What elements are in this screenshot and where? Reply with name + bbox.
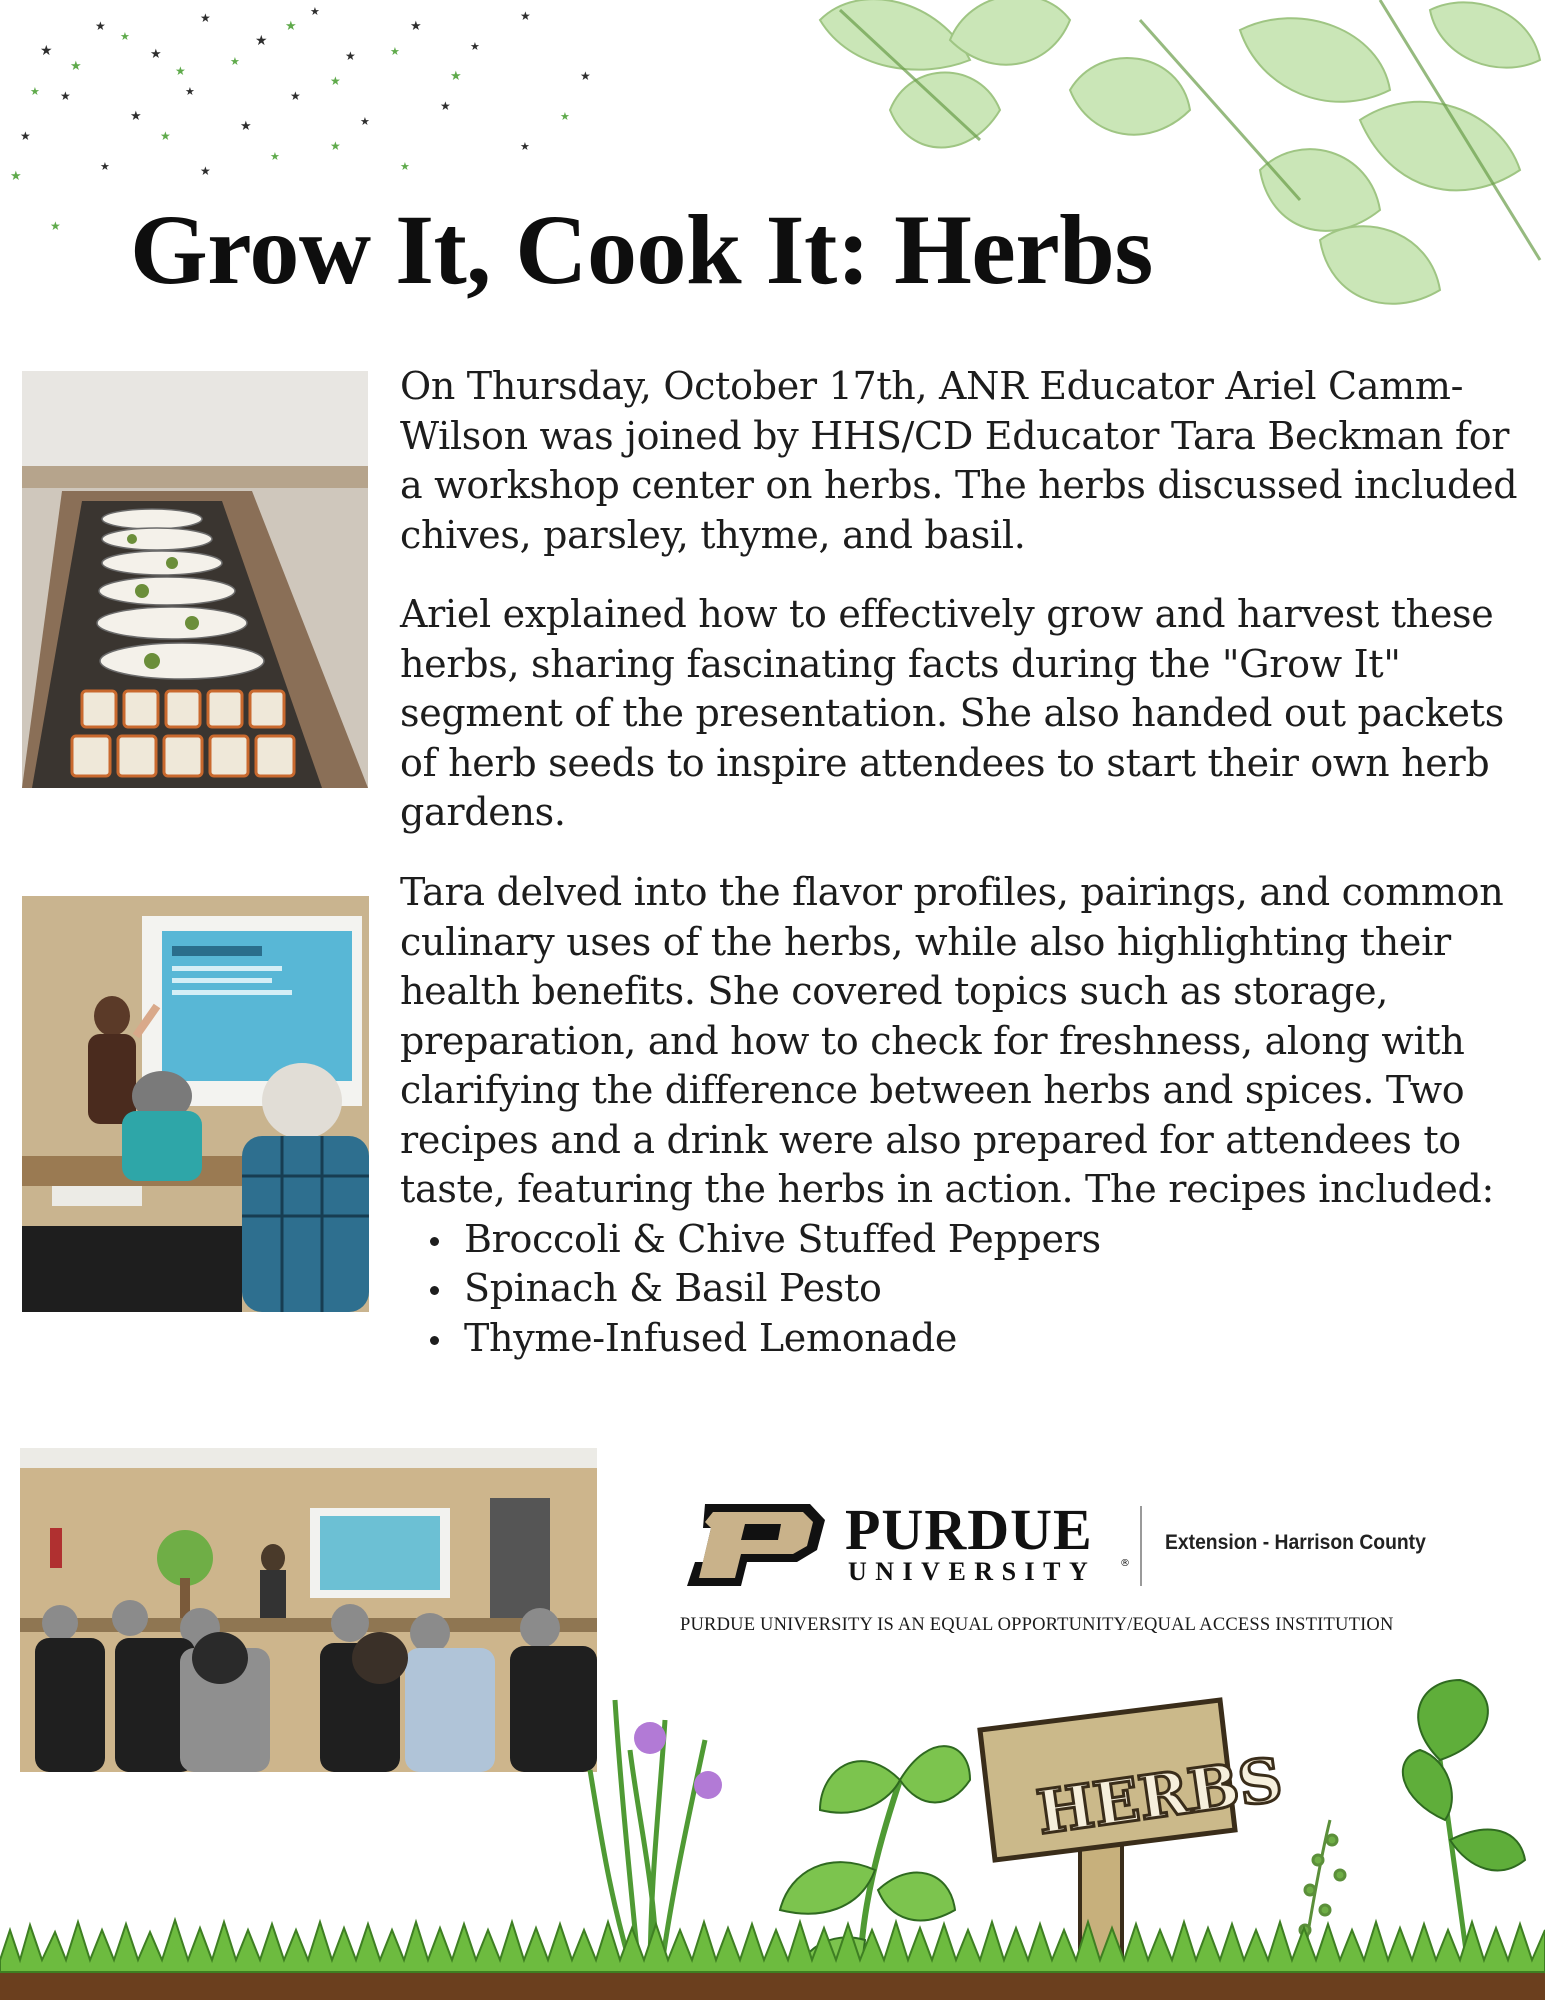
- page-title: Grow It, Cook It: Herbs: [130, 194, 1153, 305]
- cook-it-text: Tara delved into the flavor profiles, pairings, and common culinary uses of the herbs, while also highlighting their health benefits. She covered topics such as storage, preparation, and how to check for freshness, along with clarifying the difference between herbs and spices. Two recipes and a drink were also prepared for attendees to taste, featuring the herbs in action. The recipes included:: [400, 870, 1504, 1211]
- svg-text:★: ★: [520, 140, 530, 153]
- recipe-list: [400, 1215, 1525, 1364]
- cook-it-paragraph: [400, 868, 1525, 1363]
- svg-text:★: ★: [185, 85, 195, 98]
- registered-mark: ®: [1120, 1558, 1130, 1569]
- list-item: Broccoli & Chive Stuffed Peppers: [400, 1215, 1525, 1265]
- svg-text:★: ★: [290, 89, 301, 103]
- svg-text:★: ★: [40, 43, 53, 59]
- grow-it-paragraph: [400, 590, 1525, 838]
- svg-text:★: ★: [30, 85, 40, 98]
- logo-divider: [1140, 1506, 1142, 1586]
- svg-text:★: ★: [390, 45, 400, 58]
- svg-text:★: ★: [400, 160, 410, 173]
- university-wordmark: UNIVERSITY: [848, 1557, 1097, 1586]
- svg-text:★: ★: [285, 19, 297, 34]
- svg-text:★: ★: [175, 64, 186, 78]
- svg-text:★: ★: [100, 160, 110, 173]
- svg-text:★: ★: [20, 129, 31, 143]
- svg-text:★: ★: [345, 49, 356, 63]
- svg-text:★: ★: [240, 119, 252, 134]
- svg-text:★: ★: [200, 11, 211, 25]
- intro-paragraph: [400, 362, 1525, 560]
- list-item: Thyme-Infused Lemonade: [400, 1314, 1525, 1364]
- svg-text:★: ★: [330, 139, 341, 153]
- svg-text:★: ★: [10, 169, 22, 184]
- purdue-wordmark: PURDUE: [845, 1497, 1093, 1562]
- intro-text: On Thursday, October 17th, ANR Educator Ariel Camm-Wilson was joined by HHS/CD Educator Tara Beckman for a workshop center on herbs. The herbs discussed included chives, parsley, thyme, and basil.: [400, 364, 1518, 557]
- svg-text:★: ★: [255, 33, 268, 49]
- purdue-logo: [685, 1497, 1485, 1590]
- svg-text:★: ★: [560, 110, 570, 123]
- svg-text:★: ★: [50, 219, 61, 233]
- svg-text:★: ★: [580, 69, 591, 83]
- svg-text:★: ★: [440, 99, 451, 113]
- svg-text:★: ★: [310, 5, 320, 18]
- svg-text:★: ★: [230, 55, 240, 68]
- extension-label: Extension - Harrison County: [1165, 1531, 1426, 1554]
- purdue-p-mark-icon: [685, 1500, 825, 1590]
- eoe-statement: PURDUE UNIVERSITY IS AN EQUAL OPPORTUNITY/EQUAL ACCESS INSTITUTION: [680, 1615, 1394, 1635]
- svg-text:★: ★: [270, 150, 280, 163]
- svg-text:★: ★: [200, 164, 211, 178]
- grow-it-text: Ariel explained how to effectively grow and harvest these herbs, sharing fascinating facts during the "Grow It" segment of the presentation. She also handed out packets of herb seeds to inspire attendees to start their own herb gardens.: [400, 592, 1504, 834]
- svg-text:★: ★: [130, 109, 142, 124]
- svg-text:★: ★: [150, 47, 162, 62]
- list-item: Spinach & Basil Pesto: [400, 1264, 1525, 1314]
- svg-text:★: ★: [450, 69, 462, 84]
- svg-text:★: ★: [520, 9, 531, 23]
- photo-tasting-table: [22, 371, 368, 788]
- svg-text:★: ★: [470, 40, 480, 53]
- svg-text:★: ★: [360, 115, 370, 128]
- svg-text:★: ★: [330, 74, 341, 88]
- svg-text:★: ★: [95, 19, 106, 33]
- svg-text:★: ★: [60, 89, 71, 103]
- herb-garden-illustration: [0, 1660, 1545, 2000]
- photo-presenter: [22, 896, 369, 1312]
- sign-text: HERBS: [1032, 1744, 1287, 1849]
- svg-text:★: ★: [160, 129, 171, 143]
- svg-text:★: ★: [70, 59, 82, 74]
- svg-text:★: ★: [410, 19, 422, 34]
- svg-text:★: ★: [120, 30, 130, 43]
